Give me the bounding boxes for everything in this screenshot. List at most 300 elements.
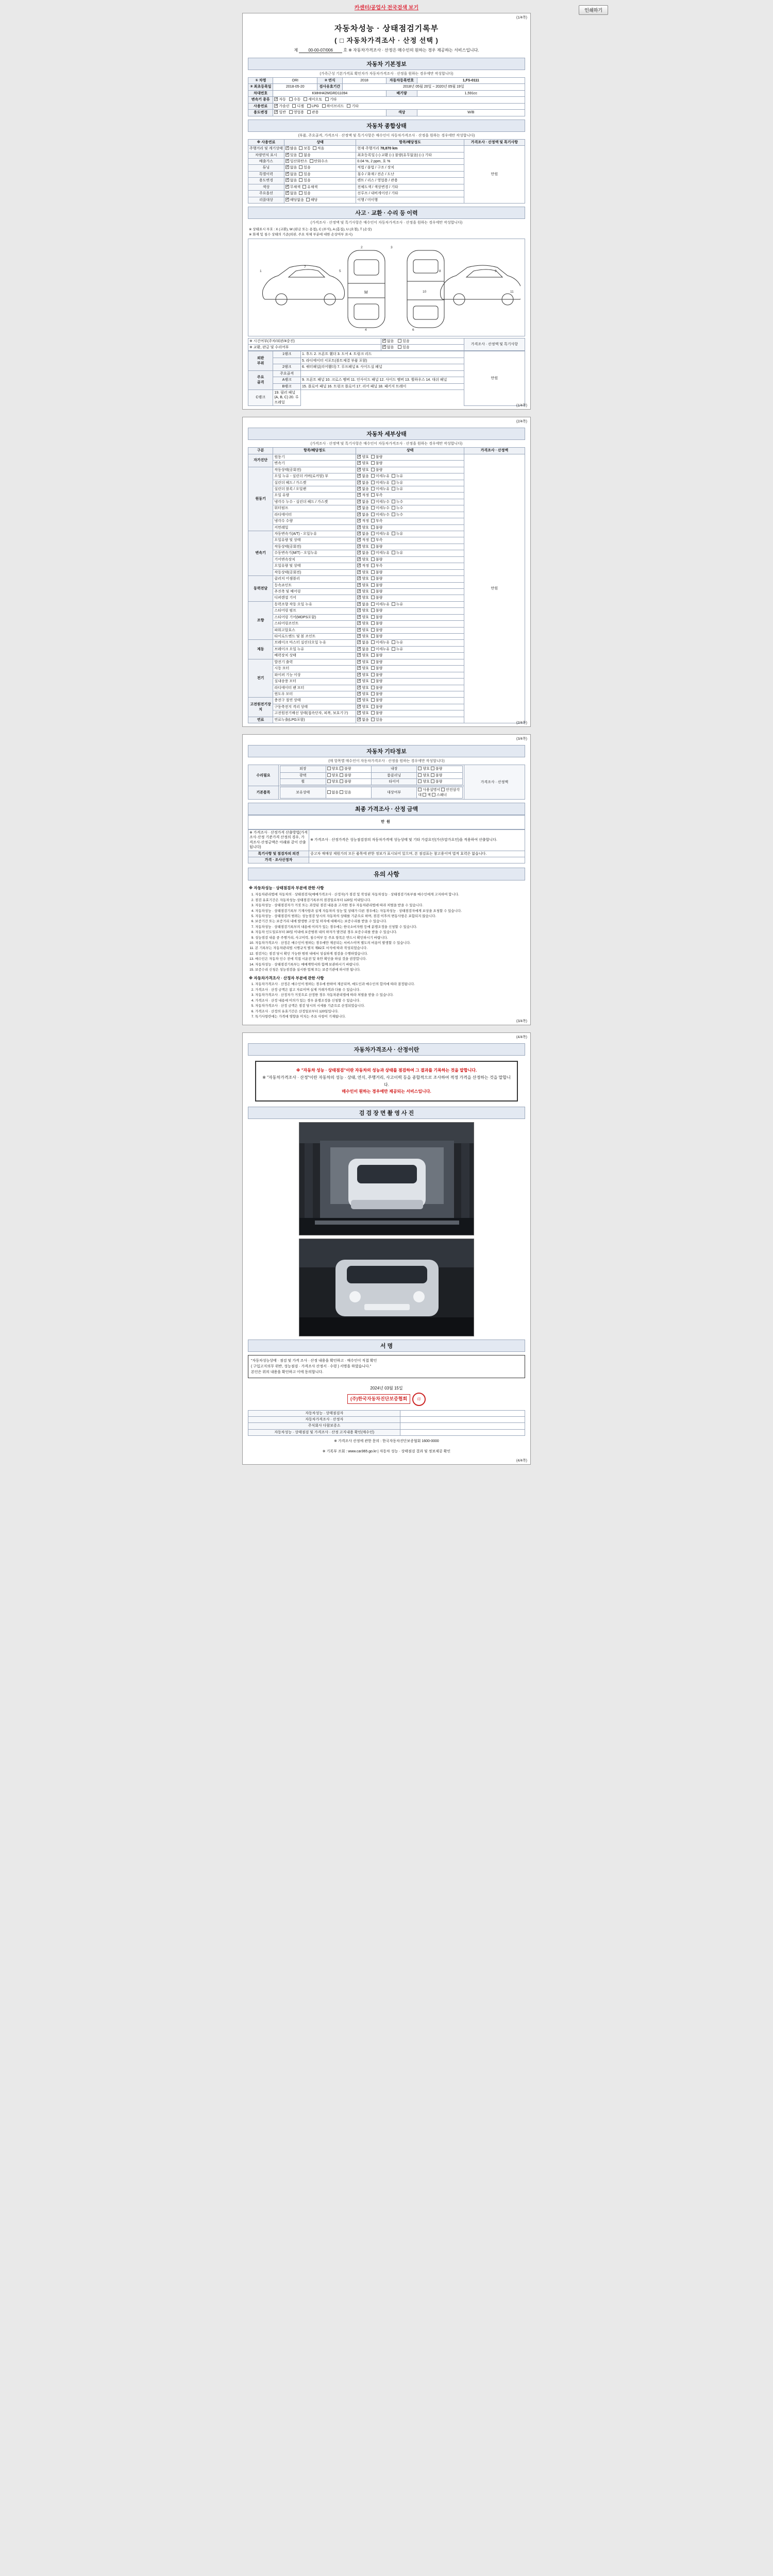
checkbox-detail-6-3-1[interactable] — [371, 679, 375, 683]
print-button[interactable]: 인쇄하기 — [579, 5, 608, 15]
checkbox-detail-1-7-2[interactable] — [392, 513, 395, 516]
label-detail-1-6-2: 누수 — [396, 506, 404, 511]
detail-item: 스티어링 기어(MDPS포함) — [273, 614, 356, 620]
checkbox-detail-6-5-0[interactable] — [357, 692, 361, 696]
checkbox-detail-1-5-1[interactable] — [371, 500, 375, 503]
checkbox-detail-8-0-1[interactable] — [371, 718, 375, 721]
checkbox-detail-6-2-1[interactable] — [371, 673, 375, 676]
checkbox-overall-4-1[interactable] — [299, 172, 303, 176]
checkbox-overall-0-2[interactable] — [313, 146, 316, 150]
checkbox-detail-3-2-1[interactable] — [371, 589, 375, 593]
checkbox-detail-3-0-1[interactable] — [371, 577, 375, 580]
overall-row-options — [284, 152, 356, 158]
label-detail-0-1-1: 불량 — [375, 462, 383, 466]
value-insp: 2018년 05월 20일 ~ 2020년 05월 19일 — [342, 84, 525, 90]
signature-value[interactable] — [400, 1429, 525, 1435]
checkbox-detail-7-0-1[interactable] — [371, 698, 375, 702]
sign-warn-1: "자동차성능상태 · 점검 및 가격 조사 · 산정 내용을 확인하고 · 매수인이 직접 확인 — [251, 1359, 377, 1363]
checkbox-trans-etc[interactable] — [325, 97, 329, 101]
notice-body — [248, 880, 525, 1022]
checkbox-detail-4-1-0[interactable] — [357, 608, 361, 612]
checkbox-cross-yes[interactable] — [398, 345, 401, 349]
signature-value[interactable] — [400, 1423, 525, 1429]
label-detail-0-1-0: 양호 — [362, 462, 369, 466]
checkbox-detail-1-9-0[interactable] — [357, 526, 361, 529]
detail-item: 기어변속장치 — [273, 556, 356, 563]
checkbox-fuel-hybrid[interactable] — [322, 104, 326, 108]
checkbox-detail-1-1-1[interactable] — [371, 474, 375, 478]
doc-no-suffix: 호 ※ 자동차가격조사 · 산정은 매수인의 원하는 경우 제공하는 서비스입니다. — [343, 48, 479, 53]
label-overall-0-1: 보통 — [304, 147, 311, 151]
checkbox-detail-2-3-0[interactable] — [357, 551, 361, 554]
value-chamyeong: ORI — [273, 78, 317, 84]
checkbox-detail-2-0-1[interactable] — [371, 532, 375, 535]
checkbox-detail-7-1-0[interactable] — [357, 705, 361, 708]
checkbox-detail-1-9-1[interactable] — [371, 526, 375, 529]
checkbox-detail-4-0-1[interactable] — [371, 602, 375, 606]
detail-options — [356, 486, 464, 492]
etc-cell-interior: 내장 — [371, 766, 416, 772]
label-detail-4-2-1: 불량 — [375, 615, 383, 619]
checkbox-use-normal[interactable] — [274, 110, 278, 114]
signature-value[interactable] — [400, 1416, 525, 1422]
checkbox-detail-3-0-0[interactable] — [357, 577, 361, 580]
checkbox-detail-1-6-2[interactable] — [392, 506, 395, 510]
checkbox-overall-8-1[interactable] — [306, 198, 310, 201]
checkbox-detail-4-4-0[interactable] — [357, 628, 361, 632]
label-detail-2-1-0: 적정 — [362, 538, 369, 543]
checkbox-detail-2-6-0[interactable] — [357, 570, 361, 574]
checkbox-detail-1-0-0[interactable] — [357, 468, 361, 471]
label-detail-6-3-1: 불량 — [375, 680, 383, 684]
detail-col-2: 항목/해당정도 — [273, 448, 356, 454]
checkbox-wheel-good[interactable] — [327, 779, 331, 783]
label-detail-6-3-0: 양호 — [362, 680, 369, 684]
label-detail-4-3-1: 불량 — [375, 622, 383, 626]
checkbox-polish-bad[interactable] — [340, 773, 343, 777]
label-detail-1-2-1: 미세누유 — [375, 481, 390, 485]
notice-item: 10. 자동차가격조사 · 산정은 매수인이 원하는 경우에만 제공되는 서비스이며 별도의 비용이 발생할 수 있습니다. — [255, 941, 524, 945]
checkbox-detail-4-0-0[interactable] — [357, 602, 361, 606]
signature-row — [248, 1416, 525, 1422]
overall-row-detail: 렌트 / 리스 / 영업용 / 관용 — [356, 178, 464, 184]
checkbox-overall-4-0[interactable] — [285, 172, 289, 176]
checkbox-jack[interactable] — [423, 793, 426, 796]
label-overall-0-0: 많음 — [290, 147, 297, 151]
checkbox-detail-6-2-0[interactable] — [357, 673, 361, 676]
checkbox-detail-2-3-1[interactable] — [371, 551, 375, 554]
checkbox-manual[interactable] — [418, 788, 422, 791]
final-note-text: ※ 가격조사 · 산정가격은 성능점검장의 자동차가격에 성능상태 및 기타 가감요인(가산/감가요인)을 적용하여 산출합니다. — [309, 829, 525, 851]
checkbox-room-bad[interactable] — [431, 773, 434, 777]
checkbox-detail-4-3-1[interactable] — [371, 621, 375, 625]
checkbox-sigeon-none[interactable] — [382, 339, 386, 343]
checkbox-fuel-gas[interactable] — [274, 104, 278, 108]
notice-item: 12. 점검자는 점검 당시 확인 가능한 범위 내에서 성실하게 점검을 수행하였습니다. — [255, 952, 524, 956]
checkbox-detail-1-3-0[interactable] — [357, 487, 361, 490]
checkbox-detail-7-1-1[interactable] — [371, 705, 375, 708]
checkbox-detail-4-5-0[interactable] — [357, 634, 361, 638]
checkbox-detail-4-0-2[interactable] — [392, 602, 395, 606]
label-detail-3-1-1: 불량 — [375, 583, 383, 587]
checkbox-interior-good[interactable] — [418, 767, 422, 770]
detail-options — [356, 493, 464, 499]
label-detail-7-1-0: 양호 — [362, 705, 369, 709]
checkbox-overall-3-1[interactable] — [299, 165, 303, 169]
signature-value[interactable] — [400, 1410, 525, 1416]
label-detail-5-0-1: 미세누유 — [375, 641, 390, 645]
section-final-price: 최종 가격조사 · 산정 금액 — [248, 803, 525, 815]
label-detail-1-8-1: 부족 — [375, 519, 383, 523]
label-detail-3-3-0: 양호 — [362, 596, 369, 600]
checkbox-detail-5-0-1[interactable] — [371, 640, 375, 644]
checkbox-detail-2-3-2[interactable] — [392, 551, 395, 554]
checkbox-overall-5-0[interactable] — [285, 178, 289, 182]
checkbox-holding-none[interactable] — [327, 790, 331, 794]
final-note-table — [248, 829, 525, 864]
notice-item: 3. 자동차성능 · 상태점검자가 거짓 또는 과장된 점검 내용을 고지한 경우 자동차관리법에 따라 처벌을 받을 수 있습니다. — [255, 903, 524, 908]
label-detail-1-7-1: 미세누수 — [375, 513, 390, 517]
notice-item: 5. 자동차가격조사 · 산정 금액은 점검 당시의 시세를 기준으로 산정되었습니다. — [255, 1004, 524, 1008]
checkbox-overall-0-1[interactable] — [299, 146, 303, 150]
etc-opt-room: 양호 불량 — [417, 772, 462, 778]
checkbox-detail-2-4-1[interactable] — [371, 557, 375, 561]
checkbox-detail-1-2-0[interactable] — [357, 481, 361, 484]
detail-item: 구동축전지 격리 상태 — [273, 704, 356, 710]
accident-price-header: 가격조사 · 산정액 및 특기사항 — [464, 338, 525, 351]
checkbox-trans-semi[interactable] — [304, 97, 307, 101]
overall-row-detail: 현재 주행거리 78,870 km — [356, 146, 464, 152]
rank-items: 15. 플로어 패널 16. 트렁크 플로어 17. 리어 패널 18. 패키지 트레이 — [301, 383, 464, 389]
checkbox-detail-3-3-1[interactable] — [371, 596, 375, 599]
detail-group-8: 연료 — [248, 717, 273, 723]
checkbox-overall-5-1[interactable] — [299, 178, 303, 182]
detail-options — [356, 710, 464, 717]
checkbox-trans-auto[interactable] — [274, 97, 278, 101]
checkbox-overall-0-0[interactable] — [285, 146, 289, 150]
checkbox-polish-good[interactable] — [327, 773, 331, 777]
detail-item: 실내송풍 모터 — [273, 679, 356, 685]
checkbox-detail-6-4-0[interactable] — [357, 686, 361, 689]
checkbox-use-gov[interactable] — [307, 110, 311, 114]
checkbox-detail-1-8-0[interactable] — [357, 519, 361, 522]
checkbox-detail-5-1-2[interactable] — [392, 647, 395, 651]
overall-row-label: 주요옵션 — [248, 191, 284, 197]
label-detail-1-2-0: 없음 — [362, 481, 369, 485]
checkbox-overall-2-0[interactable] — [285, 159, 289, 163]
checkbox-detail-3-2-0[interactable] — [357, 589, 361, 593]
accident-radio-label-2: ※ 교환, 판금 및 수리여부 — [248, 344, 381, 350]
overall-table — [248, 139, 525, 204]
checkbox-detail-8-0-0[interactable] — [357, 718, 361, 721]
checkbox-overall-6-1[interactable] — [303, 185, 306, 189]
sign-warn-3: 본인은 위의 내용을 확인하고 이에 동의합니다. — [251, 1370, 324, 1375]
detail-item: 배력장치 상태 — [273, 653, 356, 659]
checkbox-overall-8-0[interactable] — [285, 198, 289, 201]
checkbox-tire-bad[interactable] — [431, 779, 434, 783]
overall-col-1: ※ 사용연료 — [248, 139, 284, 145]
checkbox-overall-1-0[interactable] — [285, 153, 289, 157]
checkbox-detail-4-1-1[interactable] — [371, 608, 375, 612]
detail-item: 연료누출(LPG포함) — [273, 717, 356, 723]
overall-row-detail: 이행 / 미이행 — [356, 197, 464, 203]
checkbox-detail-6-1-0[interactable] — [357, 666, 361, 670]
etc-opt-holding: 없음 있음 — [326, 787, 371, 799]
checkbox-detail-1-2-2[interactable] — [392, 481, 395, 484]
checkbox-fuel-lpg[interactable] — [307, 104, 311, 108]
checkbox-detail-2-1-0[interactable] — [357, 538, 361, 541]
signature-date: 2024년 03월 15일 — [370, 1386, 403, 1391]
checkbox-detail-6-4-1[interactable] — [371, 686, 375, 689]
checkbox-detail-0-0-1[interactable] — [371, 455, 375, 459]
checkbox-overall-2-1[interactable] — [310, 159, 313, 163]
label-overall-6-0: 무채색 — [290, 185, 301, 189]
checkbox-detail-6-3-0[interactable] — [357, 679, 361, 683]
label-detail-7-2-1: 불량 — [375, 711, 383, 716]
label-fuel-diesel: 디젤 — [297, 104, 304, 108]
topbar — [0, 0, 773, 13]
label-overall-4-1: 있음 — [304, 172, 311, 176]
label-cross-yes: 있음 — [402, 345, 410, 349]
detail-options — [356, 634, 464, 640]
page-label-top-2: (2/4쪽) — [516, 420, 527, 424]
signature-table — [248, 1410, 525, 1436]
checkbox-detail-0-0-0[interactable] — [357, 455, 361, 459]
etc-row-cells-basic — [279, 786, 464, 800]
checkbox-trans-manual[interactable] — [289, 97, 293, 101]
checkbox-fuel-etc[interactable] — [347, 104, 350, 108]
etc-cell-exterior: 외장 — [280, 766, 326, 772]
detail-options — [356, 569, 464, 575]
label-fuel-etc: 기타 — [351, 104, 359, 108]
label-detail-1-5-0: 없음 — [362, 500, 369, 504]
checkbox-detail-4-4-1[interactable] — [371, 628, 375, 632]
checkbox-detail-7-0-0[interactable] — [357, 698, 361, 702]
checkbox-detail-5-1-1[interactable] — [371, 647, 375, 651]
page-3 — [242, 734, 531, 1025]
etc-cell-polish: 광택 — [280, 772, 326, 778]
notice-item: 4. 자동차성능 · 상태점검기록부 기재사항과 실제 자동차의 성능 및 상태가 다른 경우에는 자동차성능 · 상태점검자에게 보상을 요청할 수 있습니다. — [255, 909, 524, 913]
label-detail-5-0-2: 누유 — [396, 641, 404, 645]
label-detail-6-4-0: 양호 — [362, 686, 369, 690]
checkbox-cross-none[interactable] — [382, 345, 386, 349]
label-overall-1-0: 있음 — [290, 153, 297, 157]
detail-options — [356, 679, 464, 685]
checkbox-overall-7-1[interactable] — [299, 191, 303, 195]
checkbox-detail-1-0-1[interactable] — [371, 468, 375, 471]
detail-item: 오일 유량 — [273, 493, 356, 499]
signature-role: 자동차성능 · 상태점검자 — [248, 1410, 400, 1416]
checkbox-detail-1-3-1[interactable] — [371, 487, 375, 490]
rank-price-cell: 만원 — [464, 351, 525, 406]
checkbox-detail-4-3-0[interactable] — [357, 621, 361, 625]
checkbox-detail-1-8-1[interactable] — [371, 519, 375, 522]
detail-item: 충전구 절연 상태 — [273, 698, 356, 704]
detail-table — [248, 447, 525, 723]
notice-title: 유의 사항 — [248, 868, 525, 880]
detail-item: 오일유량 및 상태 — [273, 537, 356, 544]
checkbox-detail-5-2-0[interactable] — [357, 653, 361, 657]
footer-note-2: ※ 기록부 조회 : www.car365.go.kr | 자동차 성능 · 상태점검 결과 및 정보제공 확인 — [322, 1449, 451, 1453]
checkbox-exterior-bad[interactable] — [340, 767, 343, 770]
checkbox-wheel-bad[interactable] — [340, 779, 343, 783]
detail-options — [356, 595, 464, 601]
overall-row-options — [284, 165, 356, 171]
etc-cell-room: 룸클리닝 — [371, 772, 416, 778]
notice-item: 3. 자동차가격조사 · 산정자가 거짓으로 산정한 경우 자동차관리법에 따라 처벌을 받을 수 있습니다. — [255, 993, 524, 997]
label-detail-3-2-0: 양호 — [362, 589, 369, 594]
detail-group-1: 원동기 — [248, 467, 273, 531]
checkbox-detail-3-3-0[interactable] — [357, 596, 361, 599]
checkbox-overall-7-0[interactable] — [285, 191, 289, 195]
detail-item: 타이로드엔드 및 볼 조인트 — [273, 634, 356, 640]
checkbox-detail-1-5-2[interactable] — [392, 500, 395, 503]
checkbox-detail-1-6-0[interactable] — [357, 506, 361, 510]
checkbox-detail-3-1-0[interactable] — [357, 583, 361, 587]
checkbox-detail-5-1-0[interactable] — [357, 647, 361, 651]
signature-role: 주식회사 다함보증소 — [248, 1423, 400, 1429]
checkbox-fuel-diesel[interactable] — [292, 104, 296, 108]
value-reg-no: 1,FS-0111 — [417, 78, 525, 84]
label-first-reg: ③ 최초등록일 — [248, 84, 273, 90]
checkbox-detail-5-0-0[interactable] — [357, 640, 361, 644]
overall-row-label: 용도변경 — [248, 178, 284, 184]
etc-inner-basic — [280, 787, 463, 799]
final-special-text: 중고차 매매상 제원가의 모든 품목에 관한 정보가 표시되어 있으며, 본 점검표는 참고용이며 법적 효력은 없습니다. — [309, 851, 525, 857]
detail-options — [356, 698, 464, 704]
checkbox-detail-1-1-0[interactable] — [357, 474, 361, 478]
checkbox-detail-0-1-0[interactable] — [357, 461, 361, 465]
label-overall-5-1: 있음 — [304, 179, 311, 183]
detail-options — [356, 537, 464, 544]
checkbox-detail-2-4-0[interactable] — [357, 557, 361, 561]
checkbox-detail-6-0-1[interactable] — [371, 660, 375, 664]
label-detail-7-0-0: 양호 — [362, 699, 369, 703]
checkbox-detail-6-0-0[interactable] — [357, 660, 361, 664]
checkbox-detail-4-2-1[interactable] — [371, 615, 375, 619]
label-reg-no: 자동차등록번호 — [386, 78, 417, 84]
checkbox-detail-5-2-1[interactable] — [371, 653, 375, 657]
checkbox-detail-2-0-2[interactable] — [392, 532, 395, 535]
checkbox-detail-2-5-1[interactable] — [371, 564, 375, 567]
checkbox-detail-1-2-1[interactable] — [371, 481, 375, 484]
checkbox-detail-7-2-0[interactable] — [357, 711, 361, 715]
detail-item: 작동상태(공회전) — [273, 467, 356, 473]
overall-row-label: 튜닝 — [248, 165, 284, 171]
checkbox-detail-3-1-1[interactable] — [371, 583, 375, 587]
value-vin: KMHH42MGRD11094 — [273, 90, 386, 96]
detail-group-7: 고전원전기장치 — [248, 698, 273, 717]
doc-number: 00-00-07/006 — [299, 48, 342, 53]
checkbox-detail-6-5-1[interactable] — [371, 692, 375, 696]
checkbox-detail-1-4-0[interactable] — [357, 493, 361, 497]
etc-cell-manual-label: 대상여부 — [371, 787, 416, 799]
detail-options — [356, 653, 464, 659]
notice-list-0 — [255, 892, 524, 972]
overall-col-2: 상태 — [284, 139, 356, 145]
overall-row-label: 리콜대상 — [248, 197, 284, 203]
signature-area — [248, 1381, 525, 1461]
checkbox-overall-6-0[interactable] — [285, 185, 289, 189]
notice-item: 14. 자동차성능 · 상태점검기록부는 매매계약서와 함께 보관하시기 바랍니다. — [255, 962, 524, 967]
detail-options — [356, 499, 464, 505]
checkbox-sigeon-yes[interactable] — [398, 339, 401, 343]
checkbox-interior-bad[interactable] — [431, 767, 434, 770]
rank-label: C랭크 — [248, 390, 273, 406]
detail-options — [356, 505, 464, 512]
checkbox-spanner[interactable] — [432, 793, 435, 796]
detail-options — [356, 666, 464, 672]
detail-item: 윈도우 모터 — [273, 691, 356, 697]
top-link[interactable]: 카센터/공업사 전국검색 보기 — [354, 5, 419, 11]
checkbox-detail-2-2-0[interactable] — [357, 545, 361, 548]
label-detail-1-9-1: 불량 — [375, 526, 383, 530]
section-signature: 서 명 — [248, 1340, 525, 1352]
checkbox-holding-yes[interactable] — [340, 790, 343, 794]
checkbox-detail-1-1-2[interactable] — [392, 474, 395, 478]
checkbox-overall-1-1[interactable] — [299, 153, 303, 157]
checkbox-exterior-good[interactable] — [327, 767, 331, 770]
label-detail-4-5-0: 양호 — [362, 635, 369, 638]
page-label-top-3: (3/4쪽) — [516, 737, 527, 741]
rank-label — [273, 358, 301, 364]
detail-options — [356, 717, 464, 723]
checkbox-overall-3-0[interactable] — [285, 165, 289, 169]
definition-line-1: ※ "자동차 성능 · 상태점검"이란 자동차의 성능과 상태를 점검하여 그 결과를 기록하는 것을 말합니다. — [296, 1068, 477, 1073]
checkbox-tire-good[interactable] — [418, 779, 422, 783]
notice-item: 6. 보증기간 또는 보증거리 내에 발생한 고장 및 하자에 대해서는 보증수리를 받을 수 있습니다. — [255, 919, 524, 924]
detail-item: 워터펌프 — [273, 505, 356, 512]
label-detail-7-2-0: 양호 — [362, 711, 369, 716]
checkbox-detail-1-7-1[interactable] — [371, 513, 375, 516]
page-label-bot-1: (1/4쪽) — [516, 404, 527, 408]
label-detail-4-0-2: 누유 — [396, 602, 404, 606]
checkbox-detail-2-2-1[interactable] — [371, 545, 375, 548]
checkbox-detail-0-1-1[interactable] — [371, 461, 375, 465]
checkbox-triangle[interactable] — [441, 788, 445, 791]
checkbox-detail-6-1-1[interactable] — [371, 666, 375, 670]
detail-options — [356, 544, 464, 550]
section-basic-info: 자동차 기본정보 — [248, 58, 525, 70]
checkbox-detail-2-1-1[interactable] — [371, 538, 375, 541]
detail-item: 수동변속기(M/T) - 오일누유 — [273, 550, 356, 556]
label-trans-manual: 수동 — [293, 98, 301, 102]
checkbox-detail-4-5-1[interactable] — [371, 634, 375, 638]
checkbox-detail-1-5-0[interactable] — [357, 500, 361, 503]
checkbox-detail-4-2-0[interactable] — [357, 615, 361, 619]
checkbox-room-good[interactable] — [418, 773, 422, 777]
page-1 — [242, 13, 531, 410]
checkbox-detail-5-0-2[interactable] — [392, 640, 395, 644]
checkbox-detail-7-2-1[interactable] — [371, 711, 375, 715]
label-overall-8-0: 해당없음 — [290, 198, 304, 202]
checkbox-detail-1-4-1[interactable] — [371, 493, 375, 497]
checkbox-detail-2-6-1[interactable] — [371, 570, 375, 574]
notice-item: 5. 자동차성능 · 상태점검의 범위는 성능점검 당시의 자동차의 상태를 기준으로 하며, 점검 이후의 변동사항은 포함되지 않습니다. — [255, 914, 524, 919]
label-detail-2-3-2: 누유 — [396, 551, 404, 555]
label-detail-4-1-0: 양호 — [362, 609, 369, 613]
checkbox-use-business[interactable] — [289, 110, 293, 114]
checkbox-detail-2-5-0[interactable] — [357, 564, 361, 567]
checkbox-detail-2-0-0[interactable] — [357, 532, 361, 535]
checkbox-detail-1-6-1[interactable] — [371, 506, 375, 510]
page-4 — [242, 1032, 531, 1464]
rank-items: 5. 라디에이터 서포트(볼트체결 부품 포함) — [301, 358, 464, 364]
overall-col-4: 가격조사 · 산정액 및 특기사항 — [464, 139, 525, 145]
checkbox-detail-1-3-2[interactable] — [392, 487, 395, 490]
detail-options — [356, 627, 464, 633]
checkbox-detail-1-7-0[interactable] — [357, 513, 361, 516]
